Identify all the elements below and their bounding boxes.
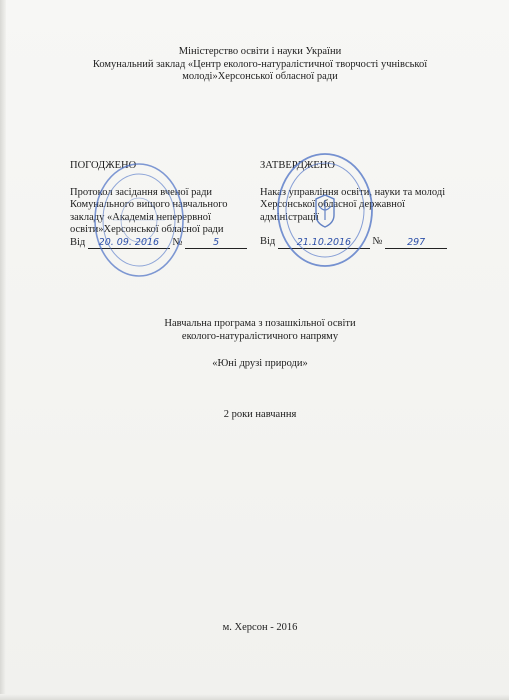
approved-line-3: адміністрації	[260, 211, 319, 223]
approved-line-1: Наказ управління освіти, науки та молоді	[260, 186, 446, 198]
program-line-1: Навчальна програма з позашкільної освіти	[164, 318, 356, 329]
approved-number-value: 297	[385, 237, 447, 249]
agreed-line-2: Комунального вищого навчального	[70, 199, 228, 210]
agreed-line-4: освіти»Херсонської обласної ради	[70, 224, 224, 235]
approved-date-value: 21.10.2016	[278, 237, 370, 249]
header-institution: Комунальний заклад «Центр еколого-натуралістичної творчості учнівської	[92, 58, 428, 70]
agreed-date-row	[70, 237, 255, 250]
document-header	[60, 46, 460, 84]
header-institution-cont: молоді»Херсонської обласної ради	[182, 71, 338, 82]
agreed-line-1: Протокол засідання вченої ради	[70, 186, 213, 198]
agreed-title: ПОГОДЖЕНО	[70, 160, 137, 171]
agreed-number-value: 5	[185, 237, 247, 249]
program-title-block	[60, 318, 460, 343]
page-edge-bottom	[0, 694, 509, 700]
program-name: «Юні друзі природи»	[212, 358, 308, 369]
agreed-date-value: 20. 09. 2016	[88, 237, 170, 249]
agreed-number-prefix: №	[172, 236, 183, 248]
approved-block	[260, 160, 475, 249]
agreed-line-3: закладу «Академія неперервної	[70, 211, 211, 223]
page-edge-left	[0, 0, 6, 700]
approved-number-prefix: №	[372, 236, 383, 247]
approved-date-prefix: Від	[260, 236, 276, 247]
program-line-2: еколого-натуралістичного напряму	[181, 330, 339, 342]
header-ministry: Міністерство освіти і науки України	[178, 46, 342, 57]
approved-date-row	[260, 236, 475, 249]
approved-line-2: Херсонської обласної державної	[260, 199, 406, 210]
agreed-block	[70, 160, 255, 249]
agreed-date-prefix: Від	[70, 236, 86, 248]
approved-title: ЗАТВЕРДЖЕНО	[260, 160, 335, 171]
program-duration: 2 роки навчання	[223, 409, 297, 420]
footer-place-year: м. Херсон - 2016	[222, 622, 298, 633]
